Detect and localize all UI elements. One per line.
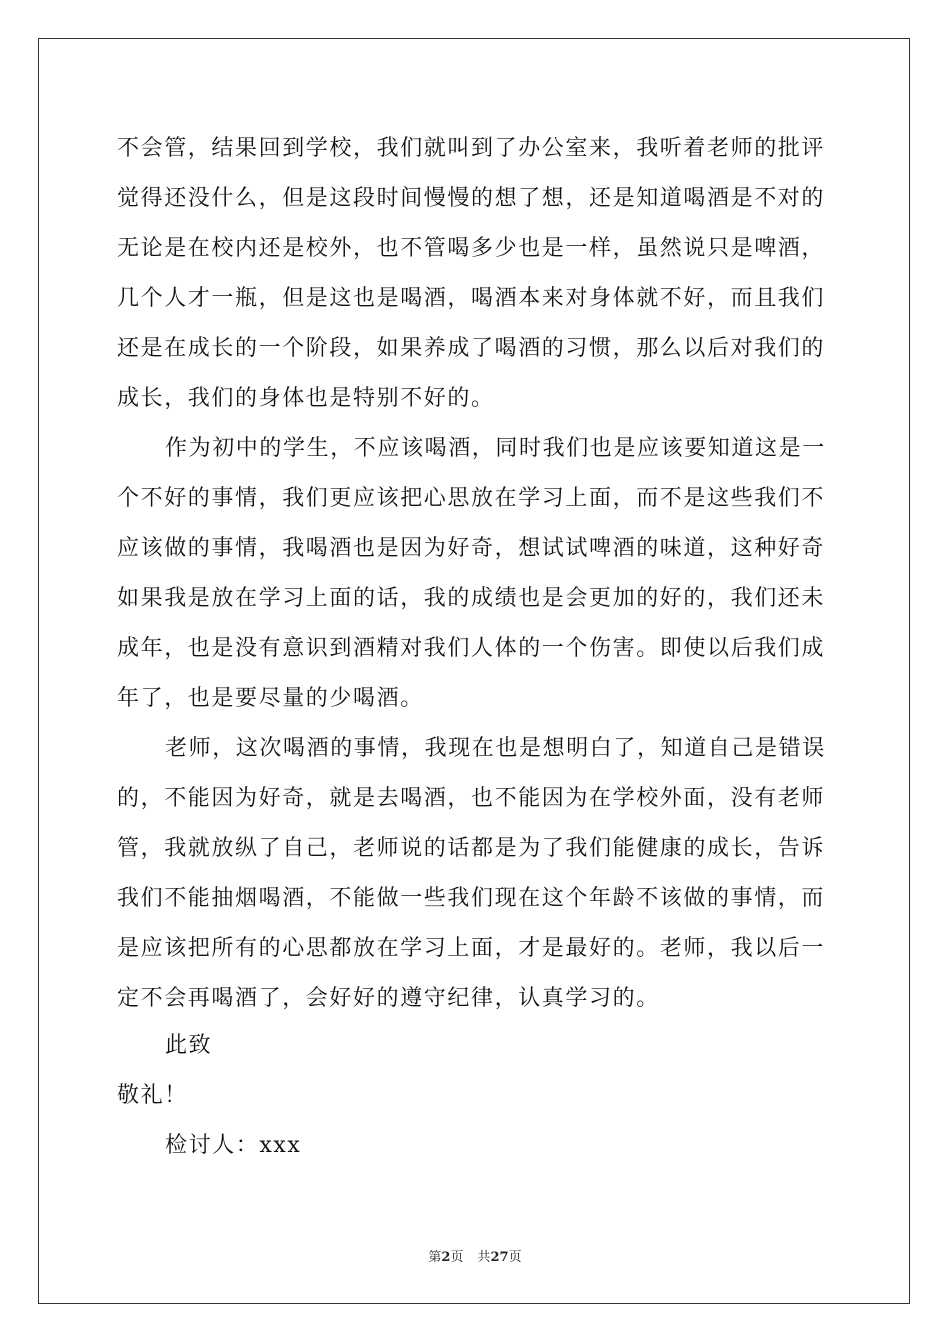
text-line: 觉得还没什么，但是这段时间慢慢的想了想，还是知道喝酒是不对的 (117, 186, 826, 211)
text-line: 管，我就放纵了自己，老师说的话都是为了我们能健康的成长，告诉 (117, 836, 826, 861)
text-line: 是应该把所有的心思都放在学习上面，才是最好的。老师，我以后一 (117, 936, 826, 961)
total-suffix: 页 (508, 1250, 522, 1265)
page-suffix: 页 (450, 1250, 464, 1265)
text-line: 的，不能因为好奇，就是去喝酒，也不能因为在学校外面，没有老师 (117, 786, 826, 811)
total-prefix: 共 (477, 1250, 491, 1265)
text-line: 个不好的事情，我们更应该把心思放在学习上面，而不是这些我们不 (117, 486, 826, 511)
page-number: 2 (441, 1250, 451, 1265)
text-line: 年了，也是要尽量的少喝酒。 (117, 686, 424, 711)
signature: 检讨人：xxx (165, 1133, 302, 1158)
paragraph-first-line: 老师，这次喝酒的事情，我现在也是想明白了，知道自己是错误 (165, 736, 826, 761)
text-line: 成年，也是没有意识到酒精对我们人体的一个伤害。即使以后我们成 (117, 636, 826, 661)
text-line: 我们不能抽烟喝酒，不能做一些我们现在这个年龄不该做的事情，而 (117, 886, 826, 911)
page-footer (0, 1246, 950, 1265)
text-line: 定不会再喝酒了，会好好的遵守纪律，认真学习的。 (117, 986, 660, 1011)
document-body (117, 124, 837, 1024)
text-line: 应该做的事情，我喝酒也是因为好奇，想试试啤酒的味道，这种好奇 (117, 536, 826, 561)
text-line: 几个人才一瓶，但是这也是喝酒，喝酒本来对身体就不好，而且我们 (117, 286, 826, 311)
text-line: 不会管，结果回到学校，我们就叫到了办公室来，我听着老师的批评 (117, 136, 826, 161)
text-line: 如果我是放在学习上面的话，我的成绩也是会更加的好的，我们还未 (117, 586, 826, 611)
text-line: 还是在成长的一个阶段，如果养成了喝酒的习惯，那么以后对我们的 (117, 336, 826, 361)
total-pages: 27 (490, 1250, 509, 1265)
paragraph-first-line: 作为初中的学生，不应该喝酒，同时我们也是应该要知道这是一 (165, 436, 826, 461)
page-prefix: 第 (428, 1250, 442, 1265)
closing-salutation: 此致 (165, 1033, 213, 1058)
text-line: 成长，我们的身体也是特别不好的。 (117, 386, 495, 411)
closing-regards: 敬礼！ (117, 1083, 188, 1108)
text-line: 无论是在校内还是校外，也不管喝多少也是一样，虽然说只是啤酒， (117, 236, 826, 261)
